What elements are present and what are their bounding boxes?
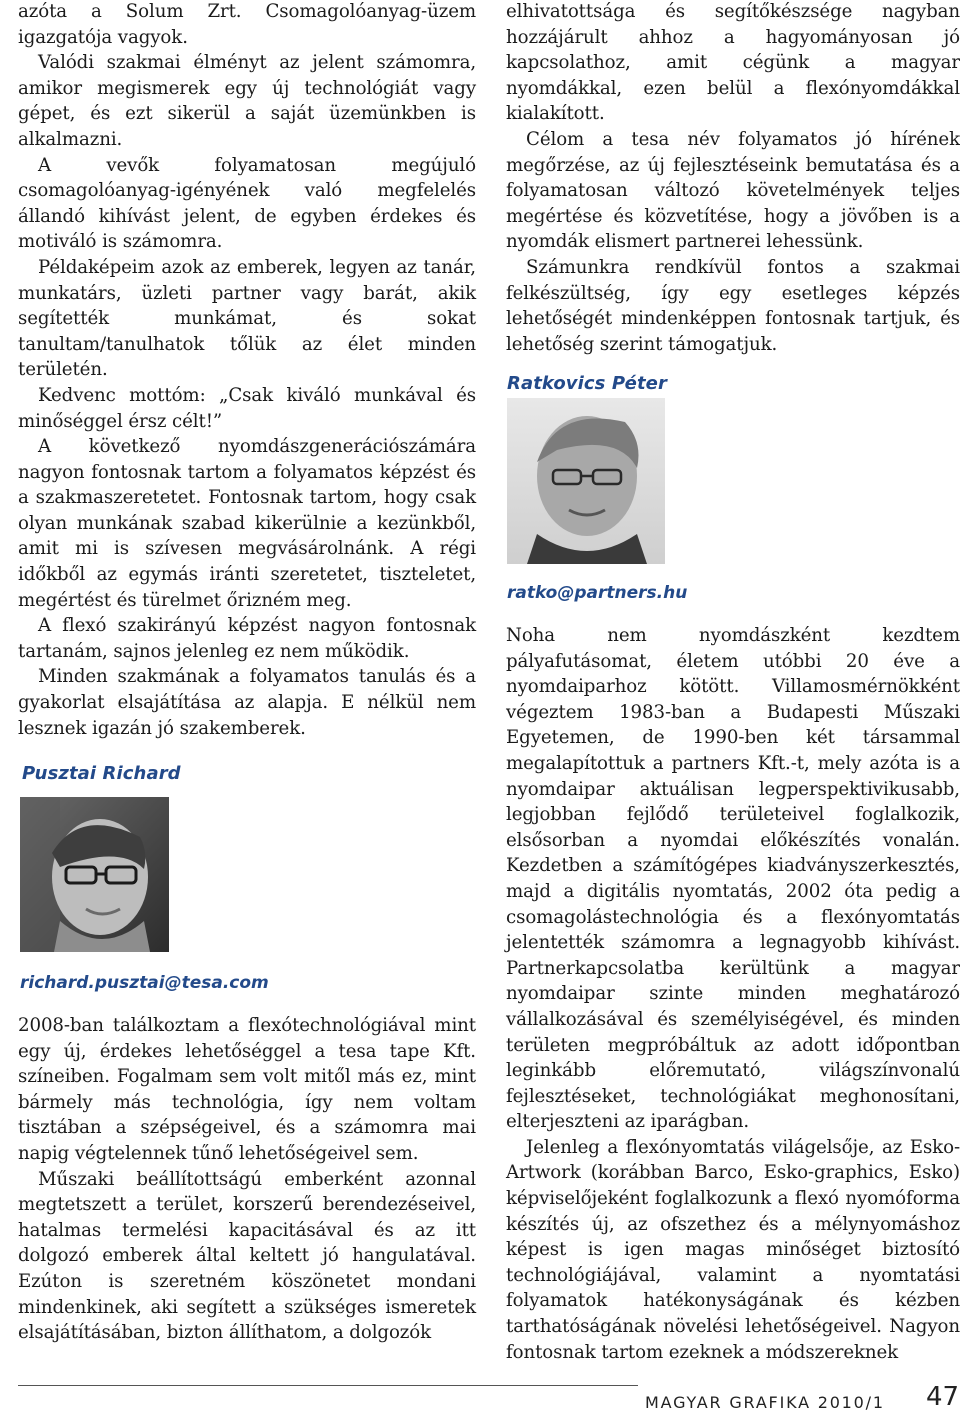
portrait-pusztai (20, 797, 169, 952)
paragraph: A flexó szakirányú képzést nagyon fontosnak tartanám, sajnos jelenleg ez nem működik. (18, 615, 476, 662)
paragraph: Műszaki beállítottságú emberként azonnal megtetszett a terület, korszerű berendezéseivel, hatalmas termelési kapacitásával és az itt dolgozó emberek által keltett jó hangulatával. Ezúton is szeretném köszönetet mondani mindenkinek, aki segített a szükséges ismeretek elsajátításában, bizton állíthatom, a dolgozók (18, 1168, 476, 1344)
paragraph: Számunkra rendkívül fontos a szakmai felkészültség, így egy esetleges képzés lehetőségét mindenképpen fontosnak tartjuk, és lehetőség szerint támogatjuk. (506, 256, 960, 355)
right-column-lower (506, 623, 960, 1365)
paragraph: Minden szakmának a folyamatos tanulás és a gyakorlat elsajátítása az alapja. E nélkül nem lesznek igazán jó szakemberek. (18, 666, 476, 739)
paragraph: Példaképeim azok az emberek, legyen az tanár, munkatárs, üzleti partner vagy barát, akik segítették munkámat, és sokat tanultam/tanulhatok tőlük az élet minden területén. (18, 256, 476, 381)
portrait-ratkovics-image (507, 398, 665, 564)
paragraph: Kedvenc mottóm: „Csak kiváló munkával és minőséggel érsz célt!” (18, 384, 476, 432)
portrait-pusztai-image (20, 797, 169, 952)
paragraph: A vevők folyamatosan megújuló csomagolóanyag-igényének való megfelelés állandó kihívást jelent, de egyben érdekes és motiváló is számomra. (18, 154, 476, 253)
person-name-pusztai: Pusztai Richard (22, 763, 181, 784)
email-ratkovics[interactable]: ratko@partners.hu (507, 583, 688, 603)
page-number: 47 (926, 1382, 960, 1412)
paragraph: 2008-ban találkoztam a flexótechnológiával mint egy új, érdekes lehetőséggel a tesa tape Kft. színeiben. Fogalmam sem volt mitől más ez, mint bármely más technológia, így nem voltam tisztában a szépségeivel, és a számomra mai napig végtelennek tűnő lehetőségeivel sem. (18, 1015, 476, 1164)
paragraph: elhivatottsága és segítőkészsége nagyban hozzájárult ahhoz a hagyományosan jó kapcsolathoz, amit cégünk a magyar nyomdákkal, ezen belül a flexónyomdákkal kialakított. (506, 1, 960, 125)
person-name-ratkovics: Ratkovics Péter (507, 373, 667, 394)
email-pusztai[interactable]: richard.pusztai@tesa.com (20, 973, 269, 993)
paragraph: Noha nem nyomdászként kezdtem pályafutásomat, életem utóbbi 20 éve a nyomdaiparhoz kötött. Villamosmérnökként végeztem 1983-ban a Budapesti Műszaki Egyetemen, de 1990-ben két társammal megalapítottuk a partners Kft.-t, mely azóta is a nyomdaipar aktuálisan legperspektivikusabb, legjobban fejlődő területeivel foglalkozik, elsősorban a nyomdai előkészítés vonalán. Kezdetben a számítógépes kiadványszerkesztés, majd a digitális nyomtatás, 2002 óta pedig a csomagolástechnológia és a flexónyomtatás jelentették számomra a legnagyobb kihívást. Partnerkapcsolatba kerültünk a magyar nyomdaipar szinte minden meghatározó vállalkozásával és személyiségével, és minden területen megpróbáltuk az adott időpontban leginkább előremutató, világszínvonalú fejlesztéseket, technológiákat meghonosítani, elterjeszteni az iparágban. (506, 625, 960, 1133)
left-column-lower (18, 1013, 476, 1346)
paragraph: Jelenleg a flexónyomtatás világelsője, az Esko-Artwork (korábban Barco, Esko-graphics, Esko) képviselőjeként foglalkozunk a flexó nyomóforma készítés új, az ofszethez és a mélynyomáshoz képest is igen magas minőséget biztosító technológiájával, valamint a nyomtatási folyamatok hatékonyságának és kézben tarthatóságának növelési lehetőségeivel. Nagyon fontosnak tartom ezeknek a módszereknek (506, 1136, 960, 1363)
footer-publication: MAGYAR GRAFIKA 2010/1 (645, 1393, 885, 1412)
right-column (506, 0, 960, 357)
paragraph: Valódi szakmai élményt az jelent számomra, amikor megismerek egy új technológiát vagy gépet, és ezt sikerül a saját üzemünkben is alkalmazni. (18, 52, 476, 150)
paragraph: azóta a Solum Zrt. Csomagolóanyag-üzem igazgatója vagyok. (18, 1, 476, 48)
paragraph: Célom a tesa név folyamatos jó hírének megőrzése, az új fejlesztéseink bemutatása és a folyamatosan változó követelmények teljes megértése és közvetítése, hogy a jövőben is a nyomdák elismert partnerei lehessünk. (506, 128, 960, 253)
footer-divider (18, 1385, 638, 1386)
portrait-ratkovics (507, 398, 665, 564)
left-column (18, 0, 476, 741)
paragraph: A következő nyomdászgenerációszámára nagyon fontosnak tartom a folyamatos képzést és a szakmaszeretetet. Fontosnak tartom, hogy csak olyan munkának szabad kikerülnie a kezünkből, amit mi is szívesen megvásárolnánk. A régi időkből az egymás iránti szeretetet, tiszteletet, megértést és türelmet őrizném meg. (18, 436, 476, 611)
